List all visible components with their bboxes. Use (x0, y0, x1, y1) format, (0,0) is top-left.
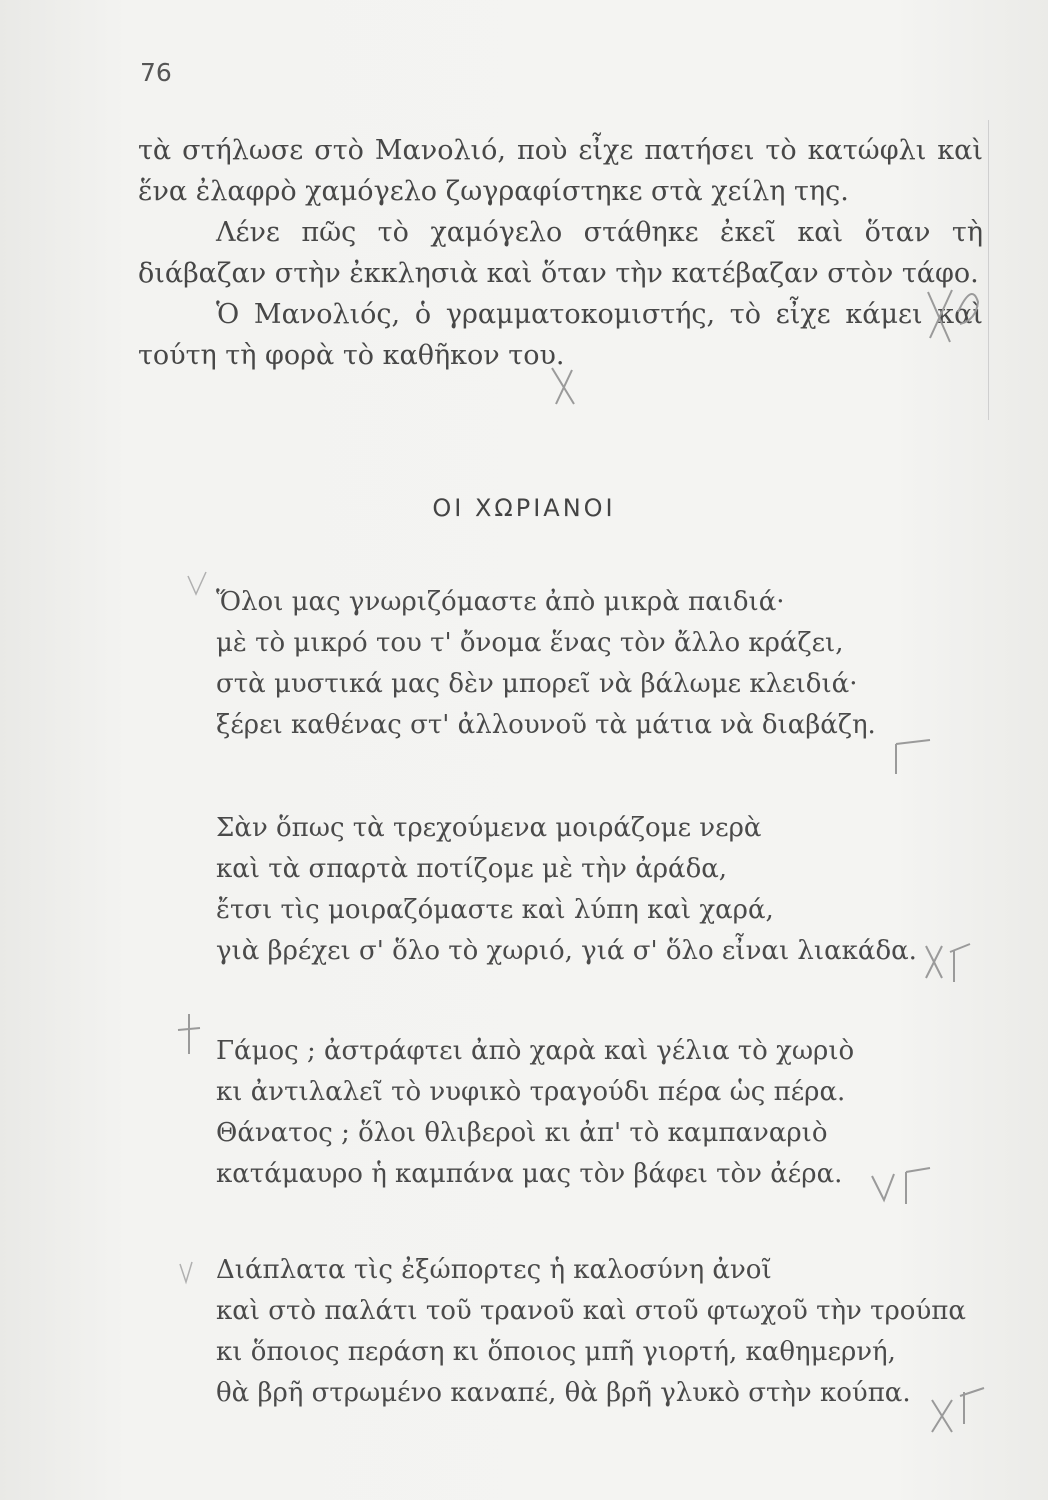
poem-stanza (216, 1250, 976, 1414)
poem-line: ξέρει καθένας στ' ἀλλουνοῦ τὰ μάτια νὰ διαβάζη. (216, 710, 876, 740)
pencil-check-mark (868, 1160, 938, 1210)
pencil-plus-mark (176, 1010, 202, 1058)
prose-block (138, 130, 983, 376)
poem-line: στὰ μυστικά μας δὲν μπορεῖ νὰ βάλωμε κλειδιά· (216, 669, 858, 699)
pencil-x-mark (920, 272, 980, 352)
pencil-x-mark (920, 930, 980, 990)
poem-line: θὰ βρῆ στρωμένο καναπέ, θὰ βρῆ γλυκὸ στὴν κούπα. (216, 1378, 911, 1408)
poem-line: κι ὅποιος περάση κι ὅποιος μπῆ γιορτή, καθημερνή, (216, 1337, 896, 1367)
poem-line: κι ἀντιλαλεῖ τὸ νυφικὸ τραγούδι πέρα ὡς πέρα. (216, 1077, 846, 1107)
pencil-tick-mark (182, 570, 212, 600)
pencil-margin-line (988, 120, 989, 420)
poem-line: Γάμος ; ἀστράφτει ἀπὸ χαρὰ καὶ γέλια τὸ χωριὸ (216, 1036, 855, 1066)
pencil-x-mark (548, 364, 578, 408)
prose-paragraph: τὰ στήλωσε στὸ Μανολιό, ποὺ εἶχε πατήσει τὸ κατώφλι καὶ ἕνα ἐλαφρὸ χαμόγελο ζωγραφίστηκε στὰ χείλη της. (138, 135, 983, 207)
poem-line: καὶ τὰ σπαρτὰ ποτίζομε μὲ τὴν ἀράδα, (216, 854, 728, 884)
prose-paragraph: Ὁ Μανολιός, ὁ γραμματοκομιστής, τὸ εἶχε κάμει καὶ τούτη τὴ φορὰ τὸ καθῆκον του. (138, 299, 983, 371)
poem-stanza (216, 582, 976, 746)
pencil-check-mark (890, 730, 940, 780)
poem-line: καὶ στὸ παλάτι τοῦ τρανοῦ καὶ στοῦ φτωχοῦ τὴν τρούπα (216, 1296, 966, 1326)
poem-line: Ὅλοι μας γνωριζόμαστε ἀπὸ μικρὰ παιδιά· (216, 587, 785, 617)
poem-line: Θάνατος ; ὅλοι θλιβεροὶ κι ἀπ' τὸ καμπαναριὸ (216, 1118, 828, 1148)
poem-line: κατάμαυρο ἡ καμπάνα μας τὸν βάφει τὸν ἀέρα. (216, 1159, 843, 1189)
poem-stanza (216, 808, 976, 972)
pencil-tick-mark (176, 1260, 196, 1290)
poem-line: μὲ τὸ μικρό του τ' ὄνομα ἕνας τὸν ἄλλο κράζει, (216, 628, 844, 658)
prose-paragraph: Λένε πῶς τὸ χαμόγελο στάθηκε ἐκεῖ καὶ ὅταν τὴ διάβαζαν στὴν ἐκκλησιὰ καὶ ὅταν τὴν κατέβαζαν στὸν τάφο. (138, 217, 983, 289)
page-number: 76 (140, 58, 172, 87)
poem-line: γιὰ βρέχει σ' ὅλο τὸ χωριό, γιά σ' ὅλο εἶναι λιακάδα. (216, 936, 917, 966)
poem-line: Διάπλατα τὶς ἐξώπορτες ἡ καλοσύνη ἀνοῖ (216, 1255, 772, 1285)
poem-line: ἔτσι τὶς μοιραζόμαστε καὶ λύπη καὶ χαρά, (216, 895, 774, 925)
poem-stanza (216, 1031, 976, 1195)
poem-line: Σὰν ὅπως τὰ τρεχούμενα μοιράζομε νερὰ (216, 813, 762, 843)
pencil-x-mark (926, 1374, 996, 1444)
section-title: ΟΙ ΧΩΡΙΑΝΟΙ (432, 494, 616, 522)
